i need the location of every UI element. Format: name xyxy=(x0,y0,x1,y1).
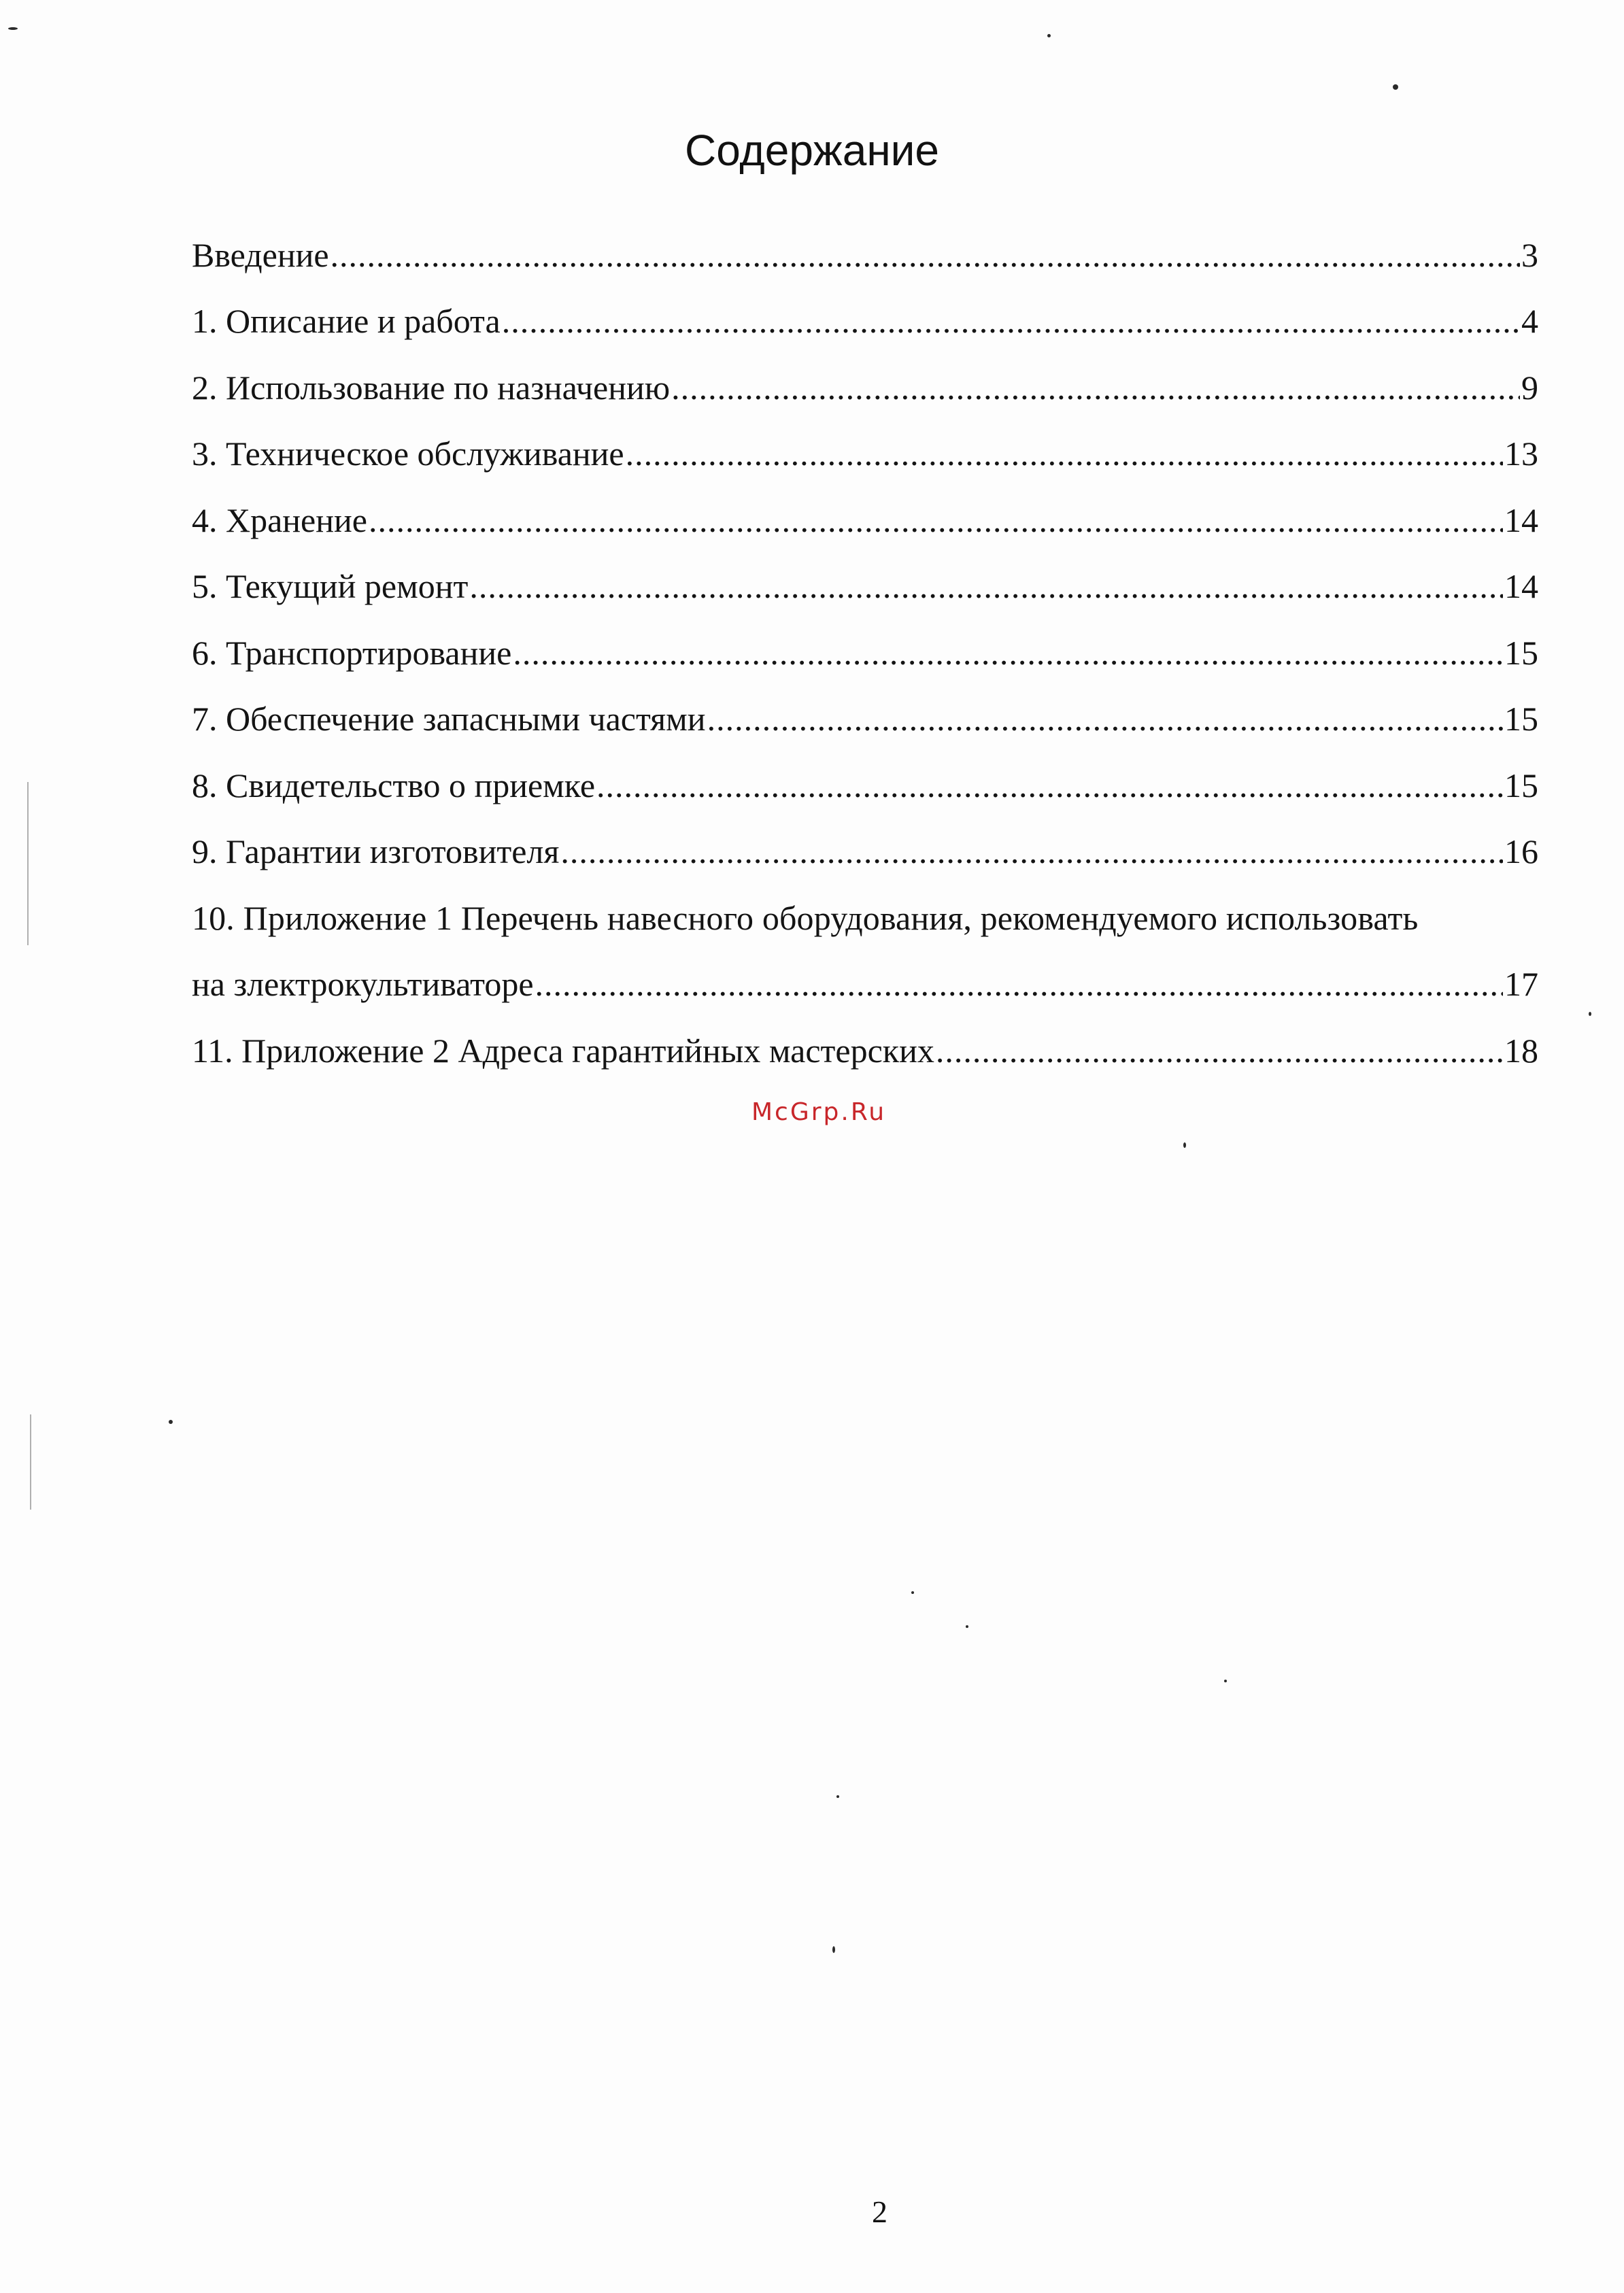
toc-item-label: 4. Хранение xyxy=(192,496,369,544)
toc-item[interactable] xyxy=(192,279,1538,345)
toc-item-label: 10. Приложение 1 Перечень навесного оборудования, рекомендуемого использовать xyxy=(192,898,1419,937)
page-title: Содержание xyxy=(684,126,940,175)
scan-speck xyxy=(1224,1680,1227,1682)
toc-item-page: 17 xyxy=(1504,965,1538,1003)
toc-item-page: 16 xyxy=(1504,832,1538,870)
watermark-link[interactable]: McGrp.Ru xyxy=(751,1098,887,1126)
scan-speck xyxy=(169,1420,173,1424)
toc-item[interactable] xyxy=(192,809,1538,876)
scan-speck xyxy=(1589,1012,1591,1016)
toc-item-label: 7. Обеспечение запасными частями xyxy=(192,695,707,743)
toc-item-label: 6. Транспортирование xyxy=(192,629,513,677)
toc-item-page: 13 xyxy=(1504,435,1538,473)
toc-item[interactable] xyxy=(192,411,1538,478)
toc-item[interactable] xyxy=(192,677,1538,743)
toc-dot-leader xyxy=(626,430,1503,477)
toc-dot-leader xyxy=(513,629,1503,677)
toc-item-label: на злектрокультиваторе xyxy=(192,960,535,1008)
toc-item-page: 15 xyxy=(1504,700,1538,738)
scan-speck xyxy=(911,1591,914,1594)
toc-item-label: 9. Гарантии изготовителя xyxy=(192,828,560,875)
scan-speck xyxy=(1393,84,1398,90)
toc-item[interactable] xyxy=(192,212,1538,279)
toc-item-label: 2. Использование по назначению xyxy=(192,364,671,411)
table-of-contents xyxy=(192,212,1538,1074)
toc-item-page: 4 xyxy=(1521,302,1538,340)
toc-item-label: 8. Свидетельство о приемке xyxy=(192,762,596,809)
scan-edge-mark xyxy=(30,1414,31,1510)
toc-item-appendix-1[interactable] xyxy=(192,875,1538,942)
toc-item-label: 3. Техническое обслуживание xyxy=(192,430,626,477)
toc-dot-leader xyxy=(535,960,1503,1008)
toc-dot-leader xyxy=(596,762,1503,809)
toc-item[interactable] xyxy=(192,743,1538,809)
toc-item-page: 3 xyxy=(1521,235,1538,274)
toc-item[interactable] xyxy=(192,544,1538,611)
page-number: 2 xyxy=(872,2194,887,2229)
toc-item[interactable] xyxy=(192,477,1538,544)
toc-item-label: 11. Приложение 2 Адреса гарантийных мастерских xyxy=(192,1027,936,1074)
toc-item-label: 5. Текущий ремонт xyxy=(192,562,469,610)
scan-speck xyxy=(836,1795,839,1798)
scan-speck xyxy=(966,1625,968,1628)
toc-dot-leader xyxy=(369,496,1503,544)
toc-item-page: 18 xyxy=(1504,1031,1538,1070)
toc-item-page: 9 xyxy=(1521,368,1538,407)
toc-dot-leader xyxy=(671,364,1520,411)
scan-speck xyxy=(8,27,18,30)
scan-speck xyxy=(832,1946,835,1953)
toc-item-label: Введение xyxy=(192,231,331,279)
toc-item-page: 14 xyxy=(1504,500,1538,539)
toc-dot-leader xyxy=(936,1027,1503,1074)
toc-item-page: 14 xyxy=(1504,567,1538,605)
toc-dot-leader xyxy=(331,231,1520,279)
toc-item-page: 15 xyxy=(1504,633,1538,672)
toc-dot-leader xyxy=(469,562,1503,610)
scan-edge-mark xyxy=(27,782,29,945)
toc-item[interactable] xyxy=(192,345,1538,411)
toc-dot-leader xyxy=(707,695,1503,743)
toc-item-label: 1. Описание и работа xyxy=(192,297,502,345)
toc-item-appendix-1-continuation[interactable] xyxy=(192,942,1538,1008)
toc-dot-leader xyxy=(502,297,1520,345)
toc-item-appendix-2[interactable] xyxy=(192,1008,1538,1074)
scan-speck xyxy=(1047,34,1051,37)
toc-item-page: 15 xyxy=(1504,766,1538,804)
scan-speck xyxy=(1183,1142,1186,1148)
toc-item[interactable] xyxy=(192,610,1538,677)
toc-dot-leader xyxy=(560,828,1503,875)
